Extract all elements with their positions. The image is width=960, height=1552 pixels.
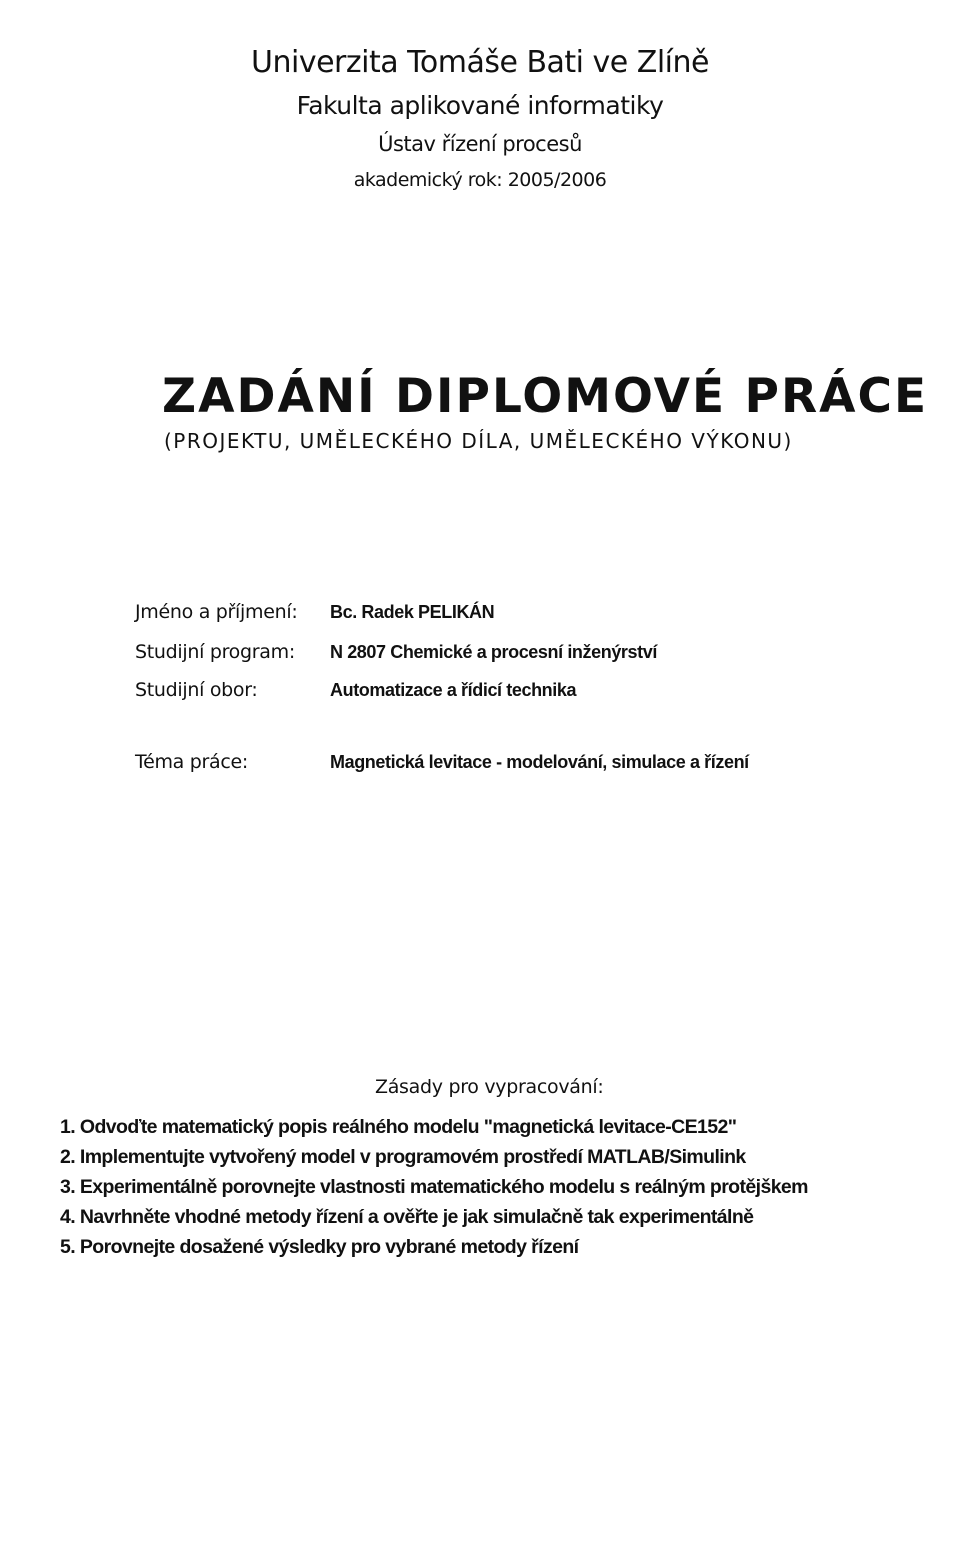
field-label: Studijní obor:: [135, 679, 258, 701]
document-subtitle: (PROJEKTU, UMĚLECKÉHO DÍLA, UMĚLECKÉHO VÝKONU): [164, 429, 793, 453]
program-label: Studijní program:: [135, 641, 295, 663]
principle-item: 2. Implementujte vytvořený model v programovém prostředí MATLAB/Simulink: [60, 1146, 746, 1168]
principle-item: 1. Odvoďte matematický popis reálného modelu "magnetická levitace-CE152": [60, 1116, 737, 1138]
name-label: Jméno a příjmení:: [135, 601, 298, 623]
document-title: ZADÁNÍ DIPLOMOVÉ PRÁCE: [162, 369, 929, 424]
program-value: N 2807 Chemické a procesní inženýrství: [330, 642, 657, 662]
topic-value: Magnetická levitace - modelování, simulace a řízení: [330, 752, 749, 772]
field-value: Automatizace a řídicí technika: [330, 680, 577, 700]
academic-year: akademický rok: 2005/2006: [353, 169, 607, 191]
university-name: Univerzita Tomáše Bati ve Zlíně: [251, 45, 709, 80]
title-block: [162, 368, 929, 456]
principles-list: [60, 1112, 940, 1262]
principles-heading: Zásady pro vypracování:: [375, 1076, 604, 1098]
faculty-name: Fakulta aplikované informatiky: [296, 91, 664, 120]
topic-label: Téma práce:: [135, 751, 249, 773]
principle-item: 5. Porovnejte dosažené výsledky pro vybrané metody řízení: [60, 1236, 579, 1258]
principle-item: 3. Experimentálně porovnejte vlastnosti matematického modelu s reálným protějškem: [60, 1176, 808, 1198]
institute-name: Ústav řízení procesů: [378, 132, 582, 156]
document-header: [0, 40, 960, 198]
principle-item: 4. Navrhněte vhodné metody řízení a ověřte je jak simulačně tak experimentálně: [60, 1206, 754, 1228]
name-value: Bc. Radek PELIKÁN: [330, 602, 495, 622]
